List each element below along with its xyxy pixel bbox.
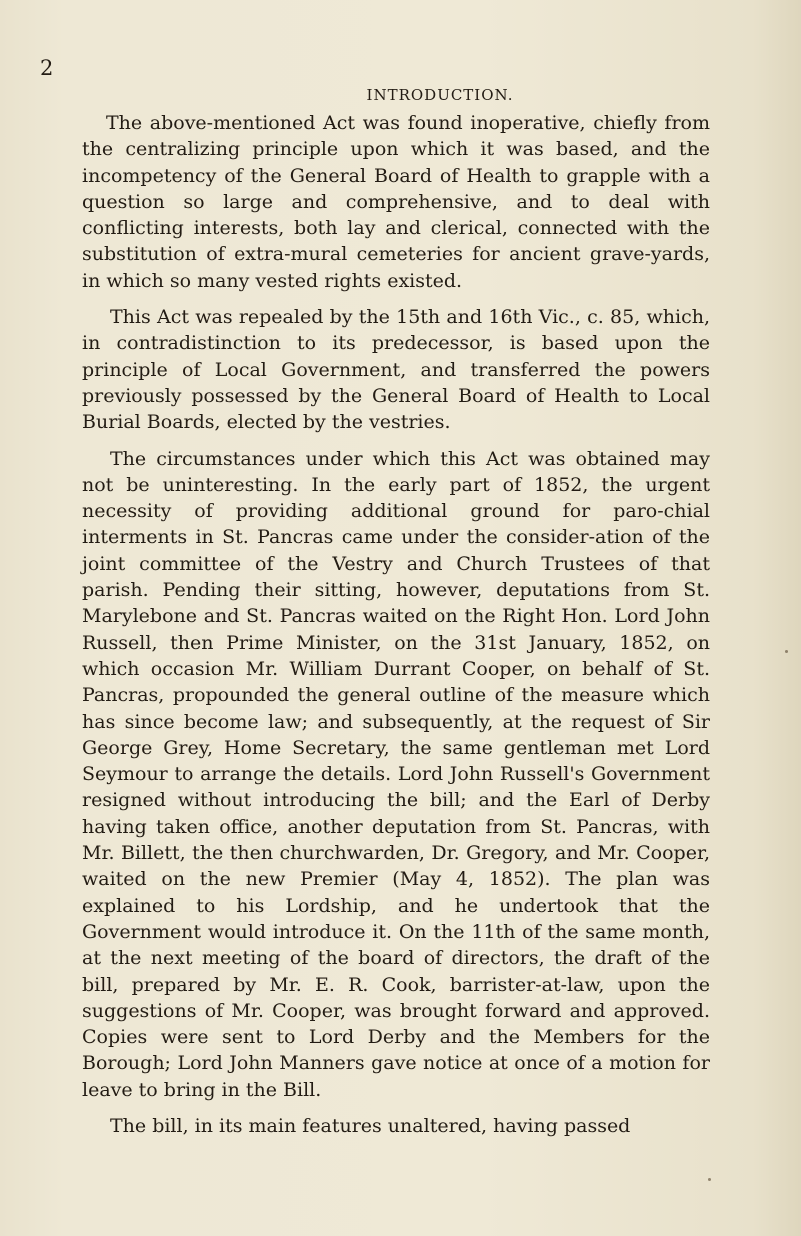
paragraph: The above-mentioned Act was found inoperative, chiefly from the centralizing principle upon which it was based, and the incompetency of the General Board of Health to grapple with a question so large and comprehensive, and to deal with conflicting interests, both lay and clerical, connected with the substitution of extra-mural cemeteries for ancient grave-yards, in which so many vested rights existed. — [82, 112, 710, 292]
running-head: INTRODUCTION. — [366, 86, 514, 104]
paper-speck — [785, 650, 788, 653]
page-number: 2 — [40, 56, 54, 80]
paragraph: This Act was repealed by the 15th and 16th Vic., c. 85, which, in contradistinction to its predecessor, is based upon the principle of Local Government, and transferred the powers previously possessed by the General Board of Health to Local Burial Boards, elected by the vestries. — [82, 306, 710, 434]
paragraph: The circumstances under which this Act was obtained may not be uninteresting. In the early part of 1852, the urgent necessity of providing additional ground for paro-chial interments in St. Pancras came under the consider-ation of the joint committee of the Vestry and Church Trustees of that parish. Pending their sitting, however, deputations from St. Marylebone and St. Pancras waited on the Right Hon. Lord John Russell, then Prime Minister, on the 31st January, 1852, on which occasion Mr. William Durrant Cooper, on behalf of St. Pancras, propounded the general outline of the measure which has since become law; and subsequently, at the request of Sir George Grey, Home Secretary, the same gentleman met Lord Seymour to arrange the details. Lord John Russell's Government resigned without introducing the bill; and the Earl of Derby having taken office, another deputation from St. Pancras, with Mr. Billett, the then churchwarden, Dr. Gregory, and Mr. Cooper, waited on the new Premier (May 4, 1852). The plan was explained to his Lordship, and he undertook that the Government would introduce it. On the 11th of the same month, at the next meeting of the board of directors, the draft of the bill, prepared by Mr. E. R. Cook, barrister-at-law, upon the suggestions of Mr. Cooper, was brought forward and approved. Copies were sent to Lord Derby and the Members for the Borough; Lord John Manners gave notice at once of a motion for leave to bring in the Bill. — [82, 447, 710, 1101]
body-text — [82, 110, 710, 1139]
paragraph: The bill, in its main features unaltered, having passed — [110, 1114, 631, 1137]
paper-speck — [708, 1178, 711, 1181]
